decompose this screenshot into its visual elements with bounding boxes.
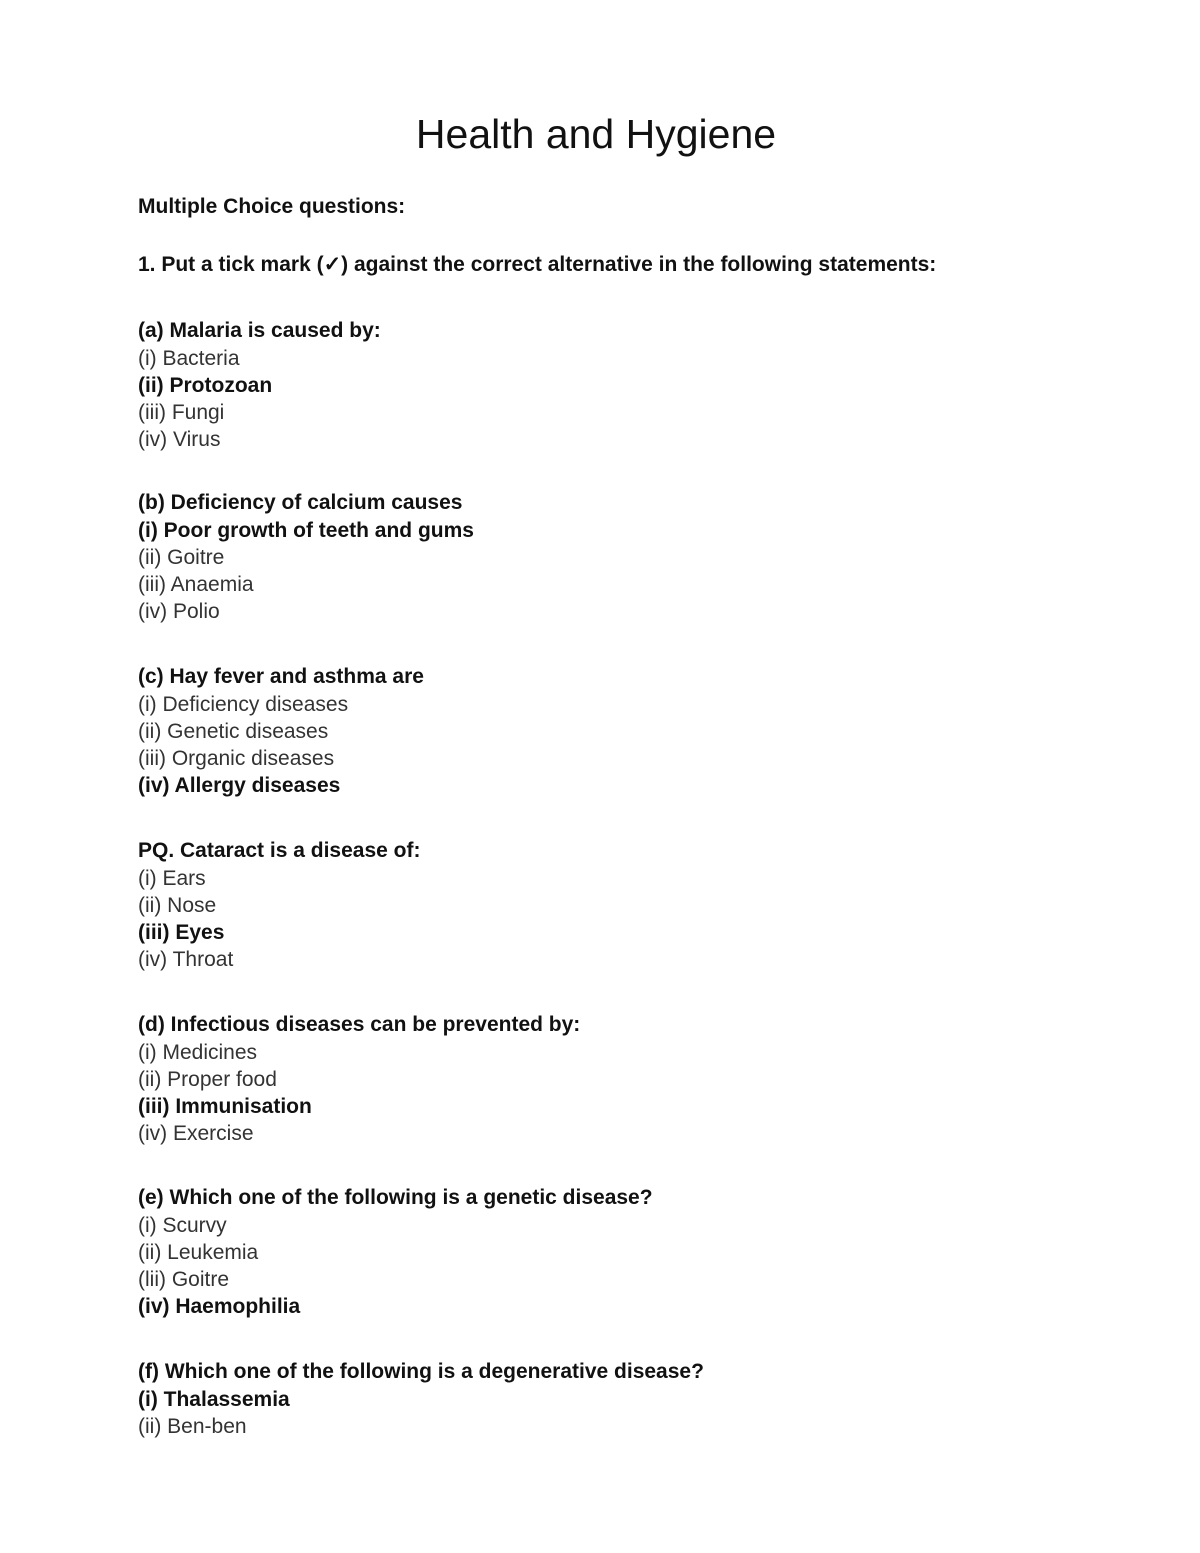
question-block xyxy=(138,1184,1138,1321)
question-stem: (f) Which one of the following is a degenerative disease? xyxy=(138,1360,704,1383)
answer-option: (iv) Virus xyxy=(138,428,221,452)
instruction-text: 1. Put a tick mark (✓) against the correct alternative in the following statements: xyxy=(138,253,937,276)
answer-option: (ii) Proper food xyxy=(138,1067,277,1091)
question-block xyxy=(138,837,1138,974)
question-stem: (c) Hay fever and asthma are xyxy=(138,665,424,688)
answer-option: (ii) Nose xyxy=(138,893,217,917)
section-heading: Multiple Choice questions: xyxy=(138,195,406,218)
answer-option: (i) Poor growth of teeth and gums xyxy=(138,518,474,542)
question-stem: (d) Infectious diseases can be prevented by: xyxy=(138,1013,581,1036)
answer-option: (i) Deficiency diseases xyxy=(138,692,349,716)
answer-option: (iv) Polio xyxy=(138,600,220,624)
answer-option: (iii) Organic diseases xyxy=(138,747,335,771)
answer-option: (i) Thalassemia xyxy=(138,1387,290,1411)
answer-option: (iii) Immunisation xyxy=(138,1095,312,1119)
answer-option: (i) Medicines xyxy=(138,1040,258,1064)
answer-option: (i) Bacteria xyxy=(138,346,240,370)
answer-option: (ii) Goitre xyxy=(138,545,225,569)
answer-option: (lii) Goitre xyxy=(138,1268,230,1292)
answer-option: (iii) Anaemia xyxy=(138,573,254,597)
question-block xyxy=(138,663,1138,800)
answer-option: (ii) Protozoan xyxy=(138,373,273,397)
question-block xyxy=(138,1011,1138,1148)
question-block xyxy=(138,1358,1138,1440)
question-stem: PQ. Cataract is a disease of: xyxy=(138,839,421,862)
answer-option: (i) Scurvy xyxy=(138,1213,227,1237)
answer-option: (iv) Haemophilia xyxy=(138,1295,301,1319)
question-stem: (a) Malaria is caused by: xyxy=(138,319,381,342)
answer-option: (i) Ears xyxy=(138,866,206,890)
question-stem: (e) Which one of the following is a genetic disease? xyxy=(138,1186,653,1209)
question-stem: (b) Deficiency of calcium causes xyxy=(138,491,463,514)
answer-option: (iii) Eyes xyxy=(138,921,225,945)
page-title: Health and Hygiene xyxy=(415,111,777,157)
answer-option: (ii) Ben-ben xyxy=(138,1414,247,1438)
answer-option: (iv) Throat xyxy=(138,948,234,972)
answer-option: (ii) Leukemia xyxy=(138,1240,259,1264)
answer-option: (ii) Genetic diseases xyxy=(138,719,329,743)
answer-option: (iii) Fungi xyxy=(138,401,225,425)
question-block xyxy=(138,489,1138,626)
question-block xyxy=(138,317,1138,454)
answer-option: (iv) Allergy diseases xyxy=(138,774,341,798)
answer-option: (iv) Exercise xyxy=(138,1122,254,1146)
